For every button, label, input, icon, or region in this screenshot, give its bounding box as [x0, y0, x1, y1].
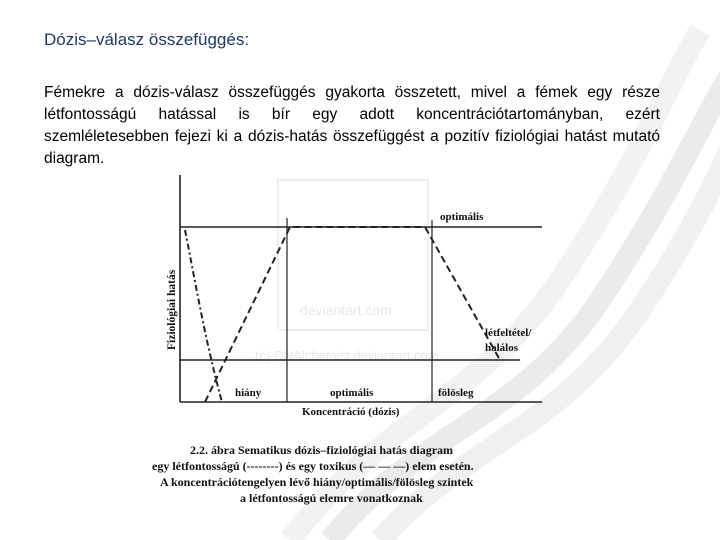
watermark-copyright: (c)-DNAlchemist.deviantart.com — [255, 348, 439, 363]
figure-caption — [152, 443, 474, 505]
caption-line-1 — [190, 443, 453, 457]
caption-line-2: egy létfontosságú (--------) és egy toxikus (— — —) elem esetén. — [152, 459, 474, 473]
caption-figure-number: 2.2. ábra — [190, 443, 235, 457]
y-axis-label: Fiziológiai hatás — [166, 269, 178, 350]
death-level-label-2: halálos — [485, 342, 519, 354]
optimal-level-label: optimális — [440, 211, 484, 223]
zone-label-excess: fölösleg — [438, 387, 474, 399]
watermark — [255, 180, 439, 363]
zone-label-deficiency: hiány — [235, 387, 262, 399]
slide-body-text: Fémekre a dózis-válasz összefüggés gyakorta összetett, mivel a fémek egy része létfontosságú hatással is bír egy adott koncentrációtartományban, ezért szemléletesebben fejezi ki a dózis-hatás összefüggést a pozitív fiziológiai hatást mutató diagram. — [44, 84, 660, 167]
zone-label-optimal: optimális — [330, 387, 374, 399]
caption-line-4: a létfontosságú elemre vonatkoznak — [240, 491, 423, 505]
dose-response-diagram — [150, 170, 570, 515]
slide-title: Dózis–válasz összefüggés: — [44, 30, 250, 49]
caption-line-3: A koncentrációtengelyen lévő hiány/optimális/fölösleg szintek — [160, 475, 474, 489]
death-level-label-1: létfeltétel/ — [485, 327, 532, 339]
watermark-text: deviantart.com — [300, 302, 392, 318]
x-axis-label: Koncentráció (dózis) — [302, 406, 400, 418]
caption-title: Sematikus dózis–fiziológiai hatás diagram — [235, 443, 454, 457]
